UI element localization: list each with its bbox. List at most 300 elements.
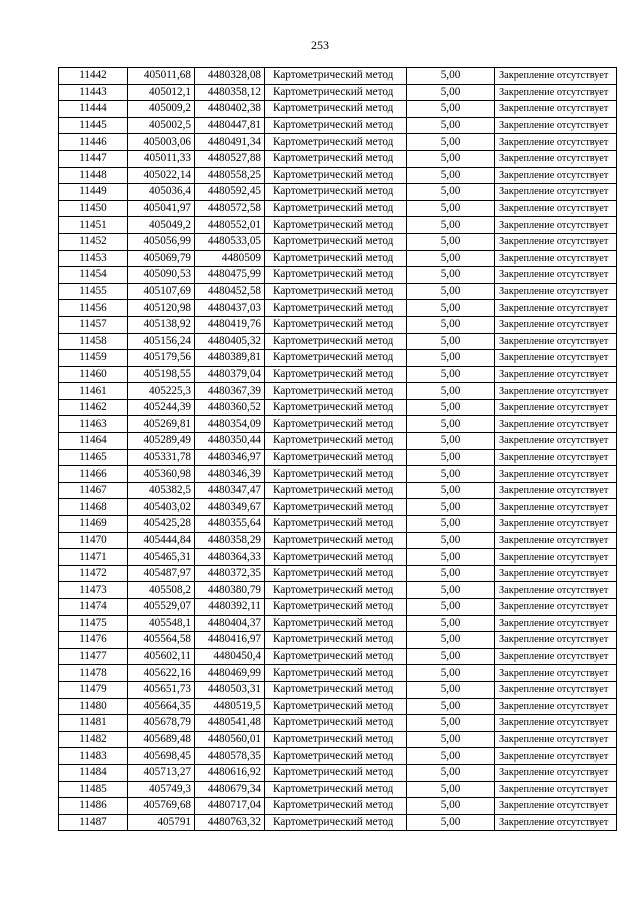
point-number-cell: 11481 (59, 715, 128, 732)
point-number-cell: 11460 (59, 366, 128, 383)
y-coordinate-cell: 4480541,48 (195, 715, 265, 732)
point-number-cell: 11444 (59, 101, 128, 118)
method-cell: Картометрический метод (265, 267, 407, 284)
table-row (59, 350, 617, 367)
x-coordinate-cell: 405403,02 (128, 499, 195, 516)
point-number-cell: 11453 (59, 250, 128, 267)
accuracy-cell: 5,00 (407, 449, 495, 466)
table-row (59, 698, 617, 715)
marker-description-cell: Закрепление отсутствует (495, 84, 617, 101)
table-row (59, 200, 617, 217)
method-cell: Картометрический метод (265, 615, 407, 632)
method-cell: Картометрический метод (265, 250, 407, 267)
marker-description-cell: Закрепление отсутствует (495, 399, 617, 416)
table-row (59, 184, 617, 201)
x-coordinate-cell: 405664,35 (128, 698, 195, 715)
method-cell: Картометрический метод (265, 366, 407, 383)
y-coordinate-cell: 4480354,09 (195, 416, 265, 433)
table-row (59, 167, 617, 184)
method-cell: Картометрический метод (265, 549, 407, 566)
point-number-cell: 11476 (59, 632, 128, 649)
marker-description-cell: Закрепление отсутствует (495, 516, 617, 533)
method-cell: Картометрический метод (265, 84, 407, 101)
x-coordinate-cell: 405289,49 (128, 433, 195, 450)
x-coordinate-cell: 405465,31 (128, 549, 195, 566)
table-row (59, 565, 617, 582)
y-coordinate-cell: 4480452,58 (195, 283, 265, 300)
marker-description-cell: Закрепление отсутствует (495, 764, 617, 781)
x-coordinate-cell: 405548,1 (128, 615, 195, 632)
method-cell: Картометрический метод (265, 516, 407, 533)
x-coordinate-cell: 405003,06 (128, 134, 195, 151)
accuracy-cell: 5,00 (407, 267, 495, 284)
point-number-cell: 11472 (59, 565, 128, 582)
y-coordinate-cell: 4480679,34 (195, 781, 265, 798)
table-row (59, 482, 617, 499)
y-coordinate-cell: 4480389,81 (195, 350, 265, 367)
x-coordinate-cell: 405198,55 (128, 366, 195, 383)
marker-description-cell: Закрепление отсутствует (495, 433, 617, 450)
y-coordinate-cell: 4480717,04 (195, 798, 265, 815)
table-row (59, 516, 617, 533)
y-coordinate-cell: 4480450,4 (195, 648, 265, 665)
method-cell: Картометрический метод (265, 665, 407, 682)
table-row (59, 250, 617, 267)
y-coordinate-cell: 4480447,81 (195, 117, 265, 134)
accuracy-cell: 5,00 (407, 101, 495, 118)
method-cell: Картометрический метод (265, 300, 407, 317)
table-row (59, 134, 617, 151)
accuracy-cell: 5,00 (407, 316, 495, 333)
accuracy-cell: 5,00 (407, 134, 495, 151)
accuracy-cell: 5,00 (407, 814, 495, 831)
point-number-cell: 11468 (59, 499, 128, 516)
method-cell: Картометрический метод (265, 101, 407, 118)
coordinates-table (58, 67, 617, 831)
method-cell: Картометрический метод (265, 715, 407, 732)
x-coordinate-cell: 405425,28 (128, 516, 195, 533)
point-number-cell: 11454 (59, 267, 128, 284)
y-coordinate-cell: 4480763,32 (195, 814, 265, 831)
marker-description-cell: Закрепление отсутствует (495, 68, 617, 85)
x-coordinate-cell: 405107,69 (128, 283, 195, 300)
table-row (59, 333, 617, 350)
method-cell: Картометрический метод (265, 134, 407, 151)
marker-description-cell: Закрепление отсутствует (495, 250, 617, 267)
point-number-cell: 11466 (59, 466, 128, 483)
y-coordinate-cell: 4480349,67 (195, 499, 265, 516)
point-number-cell: 11447 (59, 150, 128, 167)
point-number-cell: 11448 (59, 167, 128, 184)
marker-description-cell: Закрепление отсутствует (495, 565, 617, 582)
accuracy-cell: 5,00 (407, 615, 495, 632)
x-coordinate-cell: 405012,1 (128, 84, 195, 101)
x-coordinate-cell: 405011,68 (128, 68, 195, 85)
marker-description-cell: Закрепление отсутствует (495, 715, 617, 732)
point-number-cell: 11483 (59, 748, 128, 765)
point-number-cell: 11470 (59, 532, 128, 549)
accuracy-cell: 5,00 (407, 599, 495, 616)
method-cell: Картометрический метод (265, 217, 407, 234)
accuracy-cell: 5,00 (407, 399, 495, 416)
point-number-cell: 11471 (59, 549, 128, 566)
method-cell: Картометрический метод (265, 565, 407, 582)
x-coordinate-cell: 405138,92 (128, 316, 195, 333)
method-cell: Картометрический метод (265, 333, 407, 350)
accuracy-cell: 5,00 (407, 549, 495, 566)
method-cell: Картометрический метод (265, 698, 407, 715)
method-cell: Картометрический метод (265, 167, 407, 184)
point-number-cell: 11452 (59, 233, 128, 250)
point-number-cell: 11463 (59, 416, 128, 433)
method-cell: Картометрический метод (265, 532, 407, 549)
table-row (59, 366, 617, 383)
x-coordinate-cell: 405622,16 (128, 665, 195, 682)
point-number-cell: 11487 (59, 814, 128, 831)
y-coordinate-cell: 4480367,39 (195, 383, 265, 400)
method-cell: Картометрический метод (265, 798, 407, 815)
table-row (59, 433, 617, 450)
accuracy-cell: 5,00 (407, 416, 495, 433)
y-coordinate-cell: 4480379,04 (195, 366, 265, 383)
method-cell: Картометрический метод (265, 200, 407, 217)
accuracy-cell: 5,00 (407, 781, 495, 798)
point-number-cell: 11449 (59, 184, 128, 201)
table-row (59, 399, 617, 416)
table-row (59, 466, 617, 483)
method-cell: Картометрический метод (265, 117, 407, 134)
method-cell: Картометрический метод (265, 764, 407, 781)
table-row (59, 814, 617, 831)
y-coordinate-cell: 4480358,29 (195, 532, 265, 549)
marker-description-cell: Закрепление отсутствует (495, 416, 617, 433)
marker-description-cell: Закрепление отсутствует (495, 350, 617, 367)
accuracy-cell: 5,00 (407, 283, 495, 300)
point-number-cell: 11464 (59, 433, 128, 450)
point-number-cell: 11484 (59, 764, 128, 781)
method-cell: Картометрический метод (265, 781, 407, 798)
x-coordinate-cell: 405179,56 (128, 350, 195, 367)
point-number-cell: 11456 (59, 300, 128, 317)
y-coordinate-cell: 4480616,92 (195, 764, 265, 781)
x-coordinate-cell: 405011,33 (128, 150, 195, 167)
table-row (59, 300, 617, 317)
marker-description-cell: Закрепление отсутствует (495, 233, 617, 250)
point-number-cell: 11482 (59, 731, 128, 748)
marker-description-cell: Закрепление отсутствует (495, 781, 617, 798)
point-number-cell: 11475 (59, 615, 128, 632)
table-row (59, 267, 617, 284)
point-number-cell: 11445 (59, 117, 128, 134)
accuracy-cell: 5,00 (407, 698, 495, 715)
accuracy-cell: 5,00 (407, 366, 495, 383)
marker-description-cell: Закрепление отсутствует (495, 150, 617, 167)
y-coordinate-cell: 4480560,01 (195, 731, 265, 748)
table-row (59, 217, 617, 234)
point-number-cell: 11479 (59, 681, 128, 698)
point-number-cell: 11457 (59, 316, 128, 333)
point-number-cell: 11442 (59, 68, 128, 85)
x-coordinate-cell: 405156,24 (128, 333, 195, 350)
accuracy-cell: 5,00 (407, 68, 495, 85)
marker-description-cell: Закрепление отсутствует (495, 499, 617, 516)
method-cell: Картометрический метод (265, 731, 407, 748)
marker-description-cell: Закрепление отсутствует (495, 615, 617, 632)
marker-description-cell: Закрепление отсутствует (495, 101, 617, 118)
x-coordinate-cell: 405564,58 (128, 632, 195, 649)
y-coordinate-cell: 4480491,34 (195, 134, 265, 151)
y-coordinate-cell: 4480350,44 (195, 433, 265, 450)
x-coordinate-cell: 405678,79 (128, 715, 195, 732)
marker-description-cell: Закрепление отсутствует (495, 167, 617, 184)
marker-description-cell: Закрепление отсутствует (495, 798, 617, 815)
marker-description-cell: Закрепление отсутствует (495, 748, 617, 765)
x-coordinate-cell: 405041,97 (128, 200, 195, 217)
table-row (59, 532, 617, 549)
y-coordinate-cell: 4480328,08 (195, 68, 265, 85)
table-row (59, 449, 617, 466)
point-number-cell: 11465 (59, 449, 128, 466)
accuracy-cell: 5,00 (407, 731, 495, 748)
x-coordinate-cell: 405529,07 (128, 599, 195, 616)
x-coordinate-cell: 405022,14 (128, 167, 195, 184)
marker-description-cell: Закрепление отсутствует (495, 532, 617, 549)
method-cell: Картометрический метод (265, 68, 407, 85)
y-coordinate-cell: 4480527,88 (195, 150, 265, 167)
marker-description-cell: Закрепление отсутствует (495, 316, 617, 333)
x-coordinate-cell: 405269,81 (128, 416, 195, 433)
accuracy-cell: 5,00 (407, 764, 495, 781)
y-coordinate-cell: 4480552,01 (195, 217, 265, 234)
marker-description-cell: Закрепление отсутствует (495, 582, 617, 599)
marker-description-cell: Закрепление отсутствует (495, 549, 617, 566)
y-coordinate-cell: 4480592,45 (195, 184, 265, 201)
point-number-cell: 11485 (59, 781, 128, 798)
point-number-cell: 11458 (59, 333, 128, 350)
marker-description-cell: Закрепление отсутствует (495, 681, 617, 698)
table-row (59, 117, 617, 134)
method-cell: Картометрический метод (265, 681, 407, 698)
x-coordinate-cell: 405602,11 (128, 648, 195, 665)
x-coordinate-cell: 405749,3 (128, 781, 195, 798)
table-row (59, 233, 617, 250)
y-coordinate-cell: 4480346,97 (195, 449, 265, 466)
table-row (59, 150, 617, 167)
x-coordinate-cell: 405382,5 (128, 482, 195, 499)
accuracy-cell: 5,00 (407, 582, 495, 599)
table-row (59, 748, 617, 765)
marker-description-cell: Закрепление отсутствует (495, 200, 617, 217)
table-row (59, 416, 617, 433)
method-cell: Картометрический метод (265, 632, 407, 649)
method-cell: Картометрический метод (265, 383, 407, 400)
accuracy-cell: 5,00 (407, 333, 495, 350)
method-cell: Картометрический метод (265, 184, 407, 201)
table-row (59, 599, 617, 616)
accuracy-cell: 5,00 (407, 250, 495, 267)
point-number-cell: 11455 (59, 283, 128, 300)
method-cell: Картометрический метод (265, 482, 407, 499)
accuracy-cell: 5,00 (407, 117, 495, 134)
page-number: 253 (311, 38, 329, 52)
marker-description-cell: Закрепление отсутствует (495, 184, 617, 201)
table-row (59, 715, 617, 732)
method-cell: Картометрический метод (265, 748, 407, 765)
table-row (59, 68, 617, 85)
y-coordinate-cell: 4480475,99 (195, 267, 265, 284)
y-coordinate-cell: 4480402,38 (195, 101, 265, 118)
method-cell: Картометрический метод (265, 316, 407, 333)
marker-description-cell: Закрепление отсутствует (495, 267, 617, 284)
y-coordinate-cell: 4480346,39 (195, 466, 265, 483)
method-cell: Картометрический метод (265, 499, 407, 516)
point-number-cell: 11443 (59, 84, 128, 101)
point-number-cell: 11467 (59, 482, 128, 499)
accuracy-cell: 5,00 (407, 482, 495, 499)
point-number-cell: 11461 (59, 383, 128, 400)
table-row (59, 316, 617, 333)
y-coordinate-cell: 4480578,35 (195, 748, 265, 765)
x-coordinate-cell: 405444,84 (128, 532, 195, 549)
marker-description-cell: Закрепление отсутствует (495, 449, 617, 466)
accuracy-cell: 5,00 (407, 167, 495, 184)
accuracy-cell: 5,00 (407, 300, 495, 317)
x-coordinate-cell: 405120,98 (128, 300, 195, 317)
method-cell: Картометрический метод (265, 150, 407, 167)
method-cell: Картометрический метод (265, 648, 407, 665)
method-cell: Картометрический метод (265, 466, 407, 483)
point-number-cell: 11446 (59, 134, 128, 151)
x-coordinate-cell: 405036,4 (128, 184, 195, 201)
accuracy-cell: 5,00 (407, 681, 495, 698)
y-coordinate-cell: 4480469,99 (195, 665, 265, 682)
marker-description-cell: Закрепление отсутствует (495, 665, 617, 682)
marker-description-cell: Закрепление отсутствует (495, 466, 617, 483)
table-row (59, 582, 617, 599)
y-coordinate-cell: 4480416,97 (195, 632, 265, 649)
y-coordinate-cell: 4480364,33 (195, 549, 265, 566)
y-coordinate-cell: 4480358,12 (195, 84, 265, 101)
x-coordinate-cell: 405069,79 (128, 250, 195, 267)
x-coordinate-cell: 405791 (128, 814, 195, 831)
marker-description-cell: Закрепление отсутствует (495, 283, 617, 300)
point-number-cell: 11474 (59, 599, 128, 616)
marker-description-cell: Закрепление отсутствует (495, 333, 617, 350)
accuracy-cell: 5,00 (407, 200, 495, 217)
marker-description-cell: Закрепление отсутствует (495, 731, 617, 748)
marker-description-cell: Закрепление отсутствует (495, 482, 617, 499)
table-row (59, 101, 617, 118)
table-row (59, 632, 617, 649)
table-row (59, 764, 617, 781)
accuracy-cell: 5,00 (407, 150, 495, 167)
y-coordinate-cell: 4480380,79 (195, 582, 265, 599)
method-cell: Картометрический метод (265, 416, 407, 433)
method-cell: Картометрический метод (265, 433, 407, 450)
y-coordinate-cell: 4480405,32 (195, 333, 265, 350)
point-number-cell: 11459 (59, 350, 128, 367)
x-coordinate-cell: 405487,97 (128, 565, 195, 582)
x-coordinate-cell: 405360,98 (128, 466, 195, 483)
accuracy-cell: 5,00 (407, 499, 495, 516)
accuracy-cell: 5,00 (407, 798, 495, 815)
y-coordinate-cell: 4480558,25 (195, 167, 265, 184)
table-row (59, 798, 617, 815)
table-row (59, 499, 617, 516)
x-coordinate-cell: 405698,45 (128, 748, 195, 765)
x-coordinate-cell: 405508,2 (128, 582, 195, 599)
table-row (59, 648, 617, 665)
y-coordinate-cell: 4480355,64 (195, 516, 265, 533)
x-coordinate-cell: 405002,5 (128, 117, 195, 134)
method-cell: Картометрический метод (265, 350, 407, 367)
table-row (59, 665, 617, 682)
accuracy-cell: 5,00 (407, 748, 495, 765)
x-coordinate-cell: 405769,68 (128, 798, 195, 815)
y-coordinate-cell: 4480572,58 (195, 200, 265, 217)
coordinates-table-body (59, 68, 617, 831)
table-row (59, 84, 617, 101)
y-coordinate-cell: 4480392,11 (195, 599, 265, 616)
marker-description-cell: Закрепление отсутствует (495, 134, 617, 151)
y-coordinate-cell: 4480404,37 (195, 615, 265, 632)
accuracy-cell: 5,00 (407, 184, 495, 201)
method-cell: Картометрический метод (265, 399, 407, 416)
marker-description-cell: Закрепление отсутствует (495, 366, 617, 383)
table-row (59, 781, 617, 798)
x-coordinate-cell: 405056,99 (128, 233, 195, 250)
x-coordinate-cell: 405009,2 (128, 101, 195, 118)
table-row (59, 615, 617, 632)
accuracy-cell: 5,00 (407, 715, 495, 732)
method-cell: Картометрический метод (265, 582, 407, 599)
point-number-cell: 11469 (59, 516, 128, 533)
y-coordinate-cell: 4480533,05 (195, 233, 265, 250)
table-row (59, 383, 617, 400)
marker-description-cell: Закрепление отсутствует (495, 217, 617, 234)
y-coordinate-cell: 4480437,03 (195, 300, 265, 317)
method-cell: Картометрический метод (265, 283, 407, 300)
marker-description-cell: Закрепление отсутствует (495, 632, 617, 649)
x-coordinate-cell: 405244,39 (128, 399, 195, 416)
point-number-cell: 11486 (59, 798, 128, 815)
x-coordinate-cell: 405651,73 (128, 681, 195, 698)
table-row (59, 681, 617, 698)
point-number-cell: 11473 (59, 582, 128, 599)
marker-description-cell: Закрепление отсутствует (495, 648, 617, 665)
x-coordinate-cell: 405713,27 (128, 764, 195, 781)
accuracy-cell: 5,00 (407, 565, 495, 582)
accuracy-cell: 5,00 (407, 648, 495, 665)
y-coordinate-cell: 4480360,52 (195, 399, 265, 416)
method-cell: Картометрический метод (265, 449, 407, 466)
accuracy-cell: 5,00 (407, 632, 495, 649)
marker-description-cell: Закрепление отсутствует (495, 117, 617, 134)
y-coordinate-cell: 4480347,47 (195, 482, 265, 499)
marker-description-cell: Закрепление отсутствует (495, 698, 617, 715)
point-number-cell: 11477 (59, 648, 128, 665)
point-number-cell: 11462 (59, 399, 128, 416)
accuracy-cell: 5,00 (407, 233, 495, 250)
point-number-cell: 11451 (59, 217, 128, 234)
y-coordinate-cell: 4480419,76 (195, 316, 265, 333)
accuracy-cell: 5,00 (407, 350, 495, 367)
accuracy-cell: 5,00 (407, 217, 495, 234)
x-coordinate-cell: 405090,53 (128, 267, 195, 284)
marker-description-cell: Закрепление отсутствует (495, 300, 617, 317)
accuracy-cell: 5,00 (407, 383, 495, 400)
marker-description-cell: Закрепление отсутствует (495, 814, 617, 831)
